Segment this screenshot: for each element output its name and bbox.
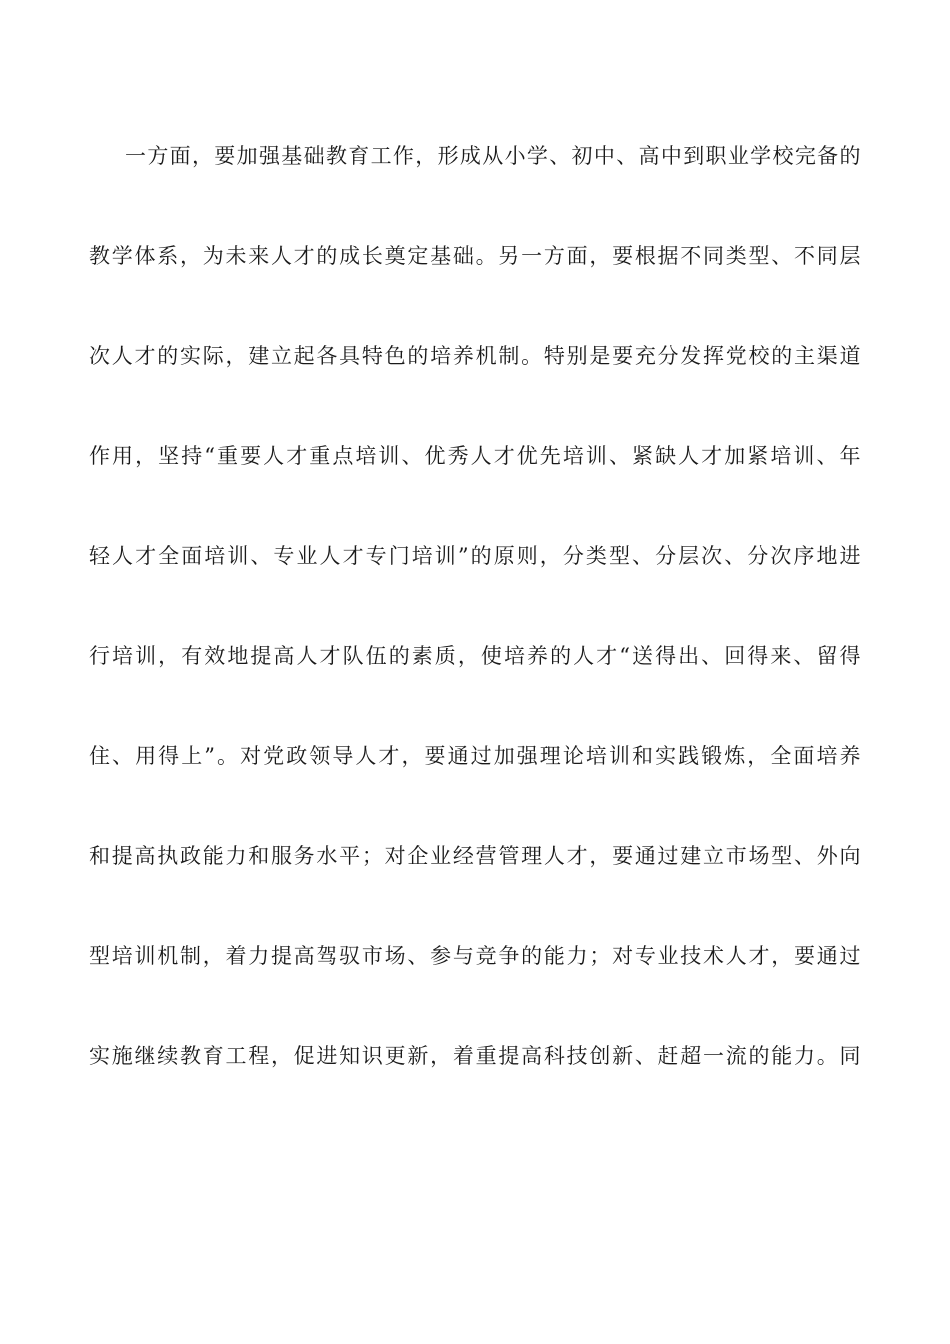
text-line: 次人才的实际，建立起各具特色的培养机制。特别是要充分发挥党校的主渠道 — [89, 344, 861, 368]
text-line: 作用，坚持“重要人才重点培训、优秀人才优先培训、紧缺人才加紧培训、年 — [89, 444, 861, 468]
text-line: 实施继续教育工程，促进知识更新，着重提高科技创新、赶超一流的能力。同 — [89, 1044, 861, 1068]
text-line: 住、用得上”。对党政领导人才，要通过加强理论培训和实践锻炼，全面培养 — [89, 744, 861, 768]
text-line: 和提高执政能力和服务水平；对企业经营管理人才，要通过建立市场型、外向 — [89, 844, 861, 868]
body-paragraph — [89, 133, 861, 1133]
text-line: 行培训，有效地提高人才队伍的素质，使培养的人才“送得出、回得来、留得 — [89, 644, 861, 668]
text-line: 型培训机制，着力提高驾驭市场、参与竞争的能力；对专业技术人才，要通过 — [89, 944, 861, 968]
text-line: 轻人才全面培训、专业人才专门培训”的原则，分类型、分层次、分次序地进 — [89, 544, 861, 568]
text-line: 一方面，要加强基础教育工作，形成从小学、初中、高中到职业学校完备的 — [125, 144, 861, 168]
text-line: 教学体系，为未来人才的成长奠定基础。另一方面，要根据不同类型、不同层 — [89, 244, 861, 268]
